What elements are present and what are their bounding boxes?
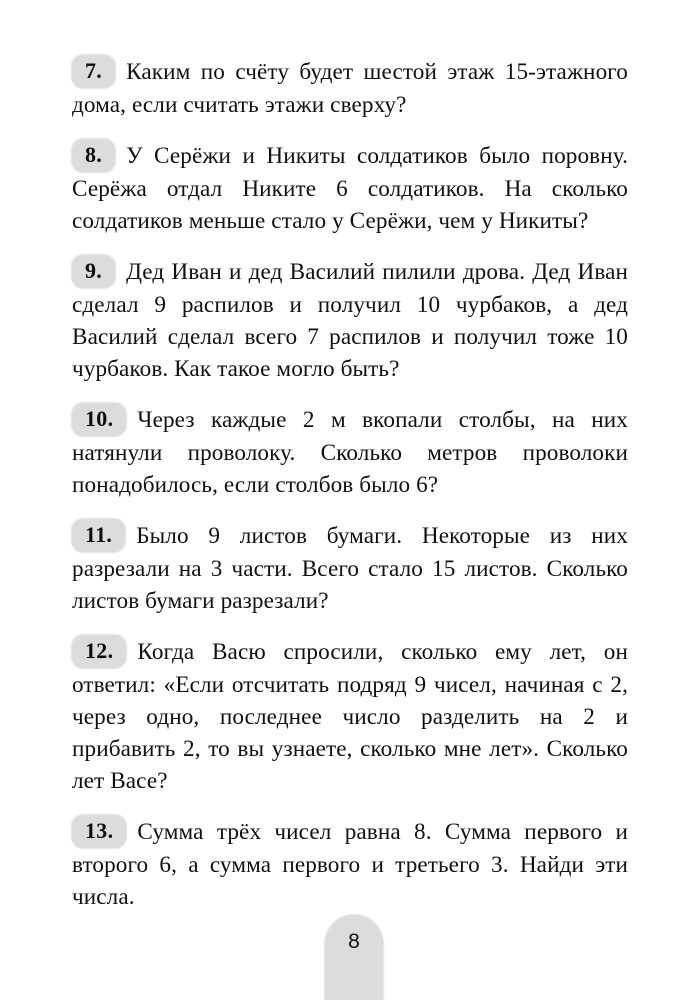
problem-number-badge: 9. bbox=[72, 255, 115, 288]
problem-text: Каким по счёту будет шестой этаж 15-этажного дома, если считать этажи сверху? bbox=[72, 59, 628, 118]
problem-item bbox=[72, 140, 628, 237]
problem-text: Дед Иван и дед Василий пилили дрова. Дед Иван сделал 9 распилов и получил 10 чурбаков, а дед Василий сделал всего 7 распилов и получил тоже 10 чурбаков. Как такое могло быть? bbox=[72, 259, 628, 382]
problem-text: У Серёжи и Никиты солдатиков было поровну. Серёжа отдал Никите 6 солдатиков. На сколько солдатиков меньше стало у Серёжи, чем у Никиты? bbox=[72, 143, 628, 234]
problem-list bbox=[72, 56, 628, 913]
problem-number-badge: 13. bbox=[72, 815, 126, 848]
problem-item bbox=[72, 816, 628, 913]
problem-number-badge: 11. bbox=[72, 519, 125, 552]
problem-text: Через каждые 2 м вкопали столбы, на них натянули проволоку. Сколько метров проволоки понадобилось, если столбов было 6? bbox=[72, 407, 628, 498]
problem-number-badge: 10. bbox=[72, 403, 126, 436]
problem-number-badge: 7. bbox=[72, 55, 115, 88]
problem-item bbox=[72, 404, 628, 501]
problem-item bbox=[72, 56, 628, 121]
problem-item bbox=[72, 256, 628, 385]
problem-text: Было 9 листов бумаги. Некоторые из них разрезали на 3 части. Всего стало 15 листов. Сколько листов бумаги разрезали? bbox=[72, 523, 628, 614]
problem-text: Сумма трёх чисел равна 8. Сумма первого и второго 6, а сумма первого и третьего 3. Найди эти числа. bbox=[72, 819, 628, 910]
problem-number-badge: 8. bbox=[72, 139, 115, 172]
problem-number-badge: 12. bbox=[72, 635, 126, 668]
problem-item bbox=[72, 636, 628, 797]
page-number: 8 bbox=[348, 930, 360, 953]
page-number-tab bbox=[325, 915, 383, 1000]
problem-text: Когда Васю спросили, сколько ему лет, он ответил: «Если отсчитать подряд 9 чисел, начиная с 2, через одно, последнее число разделить на 2 и прибавить 2, то вы узнаете, сколько мне лет». Сколько лет Васе? bbox=[72, 639, 628, 794]
problem-item bbox=[72, 520, 628, 617]
